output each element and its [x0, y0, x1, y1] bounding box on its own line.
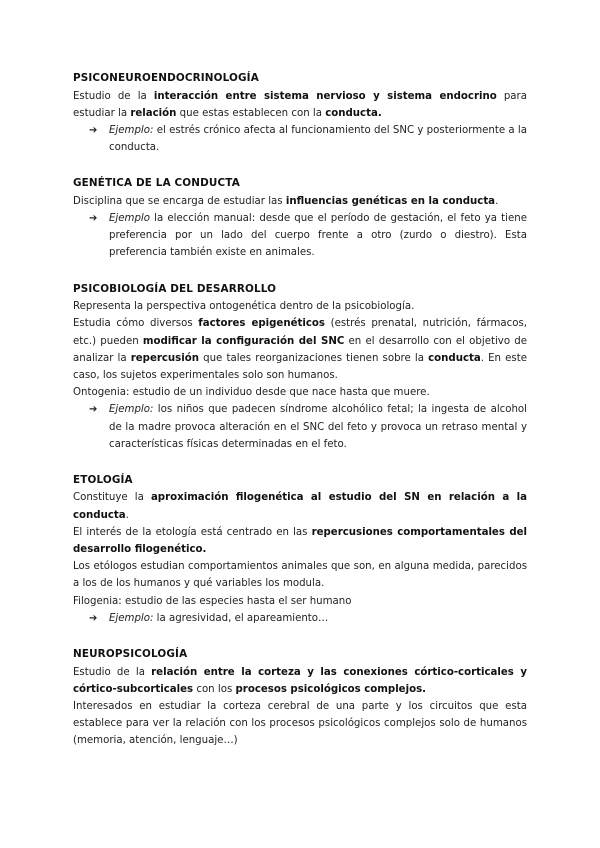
example-bullet [73, 610, 527, 627]
arrow-bullet-icon: ➔ [89, 213, 98, 225]
section-neuropsicologia [73, 646, 527, 750]
section-paragraph: Filogenia: estudio de las especies hasta el ser humano [73, 595, 352, 607]
section-paragraph: Ontogenia: estudio de un individuo desde que nace hasta que muere. [73, 387, 430, 399]
section-paragraph: Estudio de la interacción entre sistema nervioso y sistema endocrino para estudiar la relación que estas establecen con la conducta. [73, 90, 527, 119]
arrow-bullet-icon: ➔ [89, 612, 98, 624]
example-bullet [73, 401, 527, 453]
example-text: los niños que padecen síndrome alcohólico fetal; la ingesta de alcohol de la madre provoca alteración en el SNC del feto y provoca un retraso mental y características físicas determinadas en el feto. [109, 404, 527, 450]
example-label: Ejemplo: [109, 404, 154, 416]
section-paragraph: Representa la perspectiva ontogenética dentro de la psicobiología. [73, 301, 415, 313]
section-heading: NEUROPSICOLOGÍA [73, 648, 188, 661]
section-psiconeuroendocrinologia [73, 70, 527, 156]
example-label: Ejemplo: [109, 612, 154, 624]
example-bullet [73, 122, 527, 156]
section-paragraph: Estudia cómo diversos factores epigenéticos (estrés prenatal, nutrición, fármacos, etc.) pueden modificar la configuración del SNC en el desarrollo con el objetivo de analizar la repercusión que tales reorganizaciones tienen sobre la conducta. En este caso, los sujetos experimentales solo son humanos. [73, 318, 528, 381]
section-heading: PSICONEUROENDOCRINOLOGÍA [73, 72, 259, 84]
section-paragraph: Constituye la aproximación filogenética al estudio del SN en relación a la conducta. [73, 492, 527, 521]
section-paragraph: Los etólogos estudian comportamientos animales que son, en alguna medida, parecidos a los de los humanos y qué variables los modula. [73, 561, 527, 590]
section-paragraph: Disciplina que se encarga de estudiar las influencias genéticas en la conducta. [73, 195, 499, 207]
example-label: Ejemplo: [109, 124, 154, 136]
example-label: Ejemplo [109, 213, 150, 225]
section-paragraph: Estudio de la relación entre la corteza y las conexiones córtico-corticales y córtico-subcorticales con los procesos psicológicos complejos. [73, 666, 527, 695]
arrow-bullet-icon: ➔ [89, 124, 98, 136]
section-paragraph: Interesados en estudiar la corteza cerebral de una parte y los circuitos que esta establece para ver la relación con los procesos psicológicos complejos solo de humanos (memoria, atención, lenguaje…) [73, 700, 527, 747]
section-psicobiologia-desarrollo [73, 281, 527, 453]
section-paragraph: El interés de la etología está centrado en las repercusiones comportamentales del desarrollo filogenético. [73, 526, 528, 556]
example-text: el estrés crónico afecta al funcionamiento del SNC y posteriormente a la conducta. [109, 124, 527, 154]
section-genetica-conducta [73, 175, 527, 261]
section-heading: PSICOBIOLOGÍA DEL DESARROLLO [73, 282, 277, 295]
example-text: la agresividad, el apareamiento… [153, 612, 329, 624]
example-text: la elección manual: desde que el período de gestación, el feto ya tiene preferencia por un lado del cuerpo frente a otro (zurdo o diestro). Esta preferencia también existe en animales. [109, 213, 527, 259]
section-etologia [73, 472, 527, 627]
section-heading: GENÉTICA DE LA CONDUCTA [73, 177, 240, 190]
section-heading: ETOLOGÍA [73, 473, 133, 486]
document-page [73, 70, 527, 769]
example-bullet [73, 210, 527, 262]
arrow-bullet-icon: ➔ [89, 404, 98, 416]
